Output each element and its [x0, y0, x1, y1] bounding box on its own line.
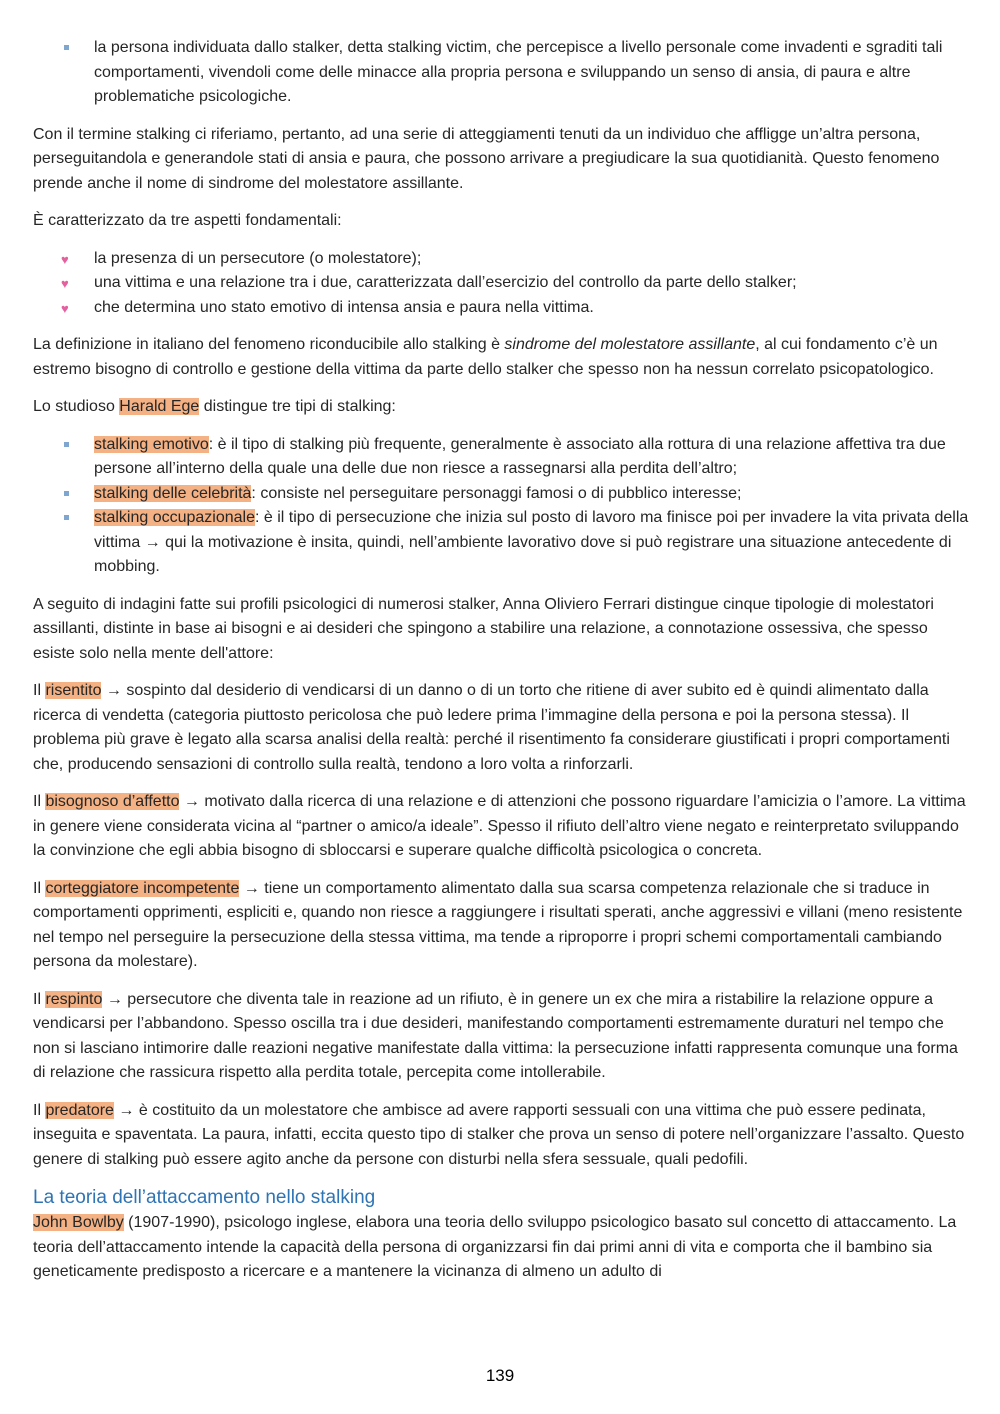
heart-icon: ♥ [61, 300, 69, 316]
paragraph-profile-risentito: Il risentito → sospinto dal desiderio di vendicarsi di un danno o di un torto che ritiene di aver subito ed è quindi alimentato dalla ricerca di vendetta (categoria piuttosto pericolosa che può ledere prima l’immagine della persona e poi la persona stessa). Il problema più grave è legato alla scarsa analisi della realtà: perché il risentimento fa considerare giustificati i propri comportamenti che, producendo sensazioni di controllo sulla realtà, tendono a loro volta a rinforzarli. [33, 682, 950, 773]
paragraph-italian-definition: La definizione in italiano del fenomeno riconducibile allo stalking è sindrome del molestatore assillante, al cui fondamento c’è un estremo bisogno di controllo e gestione della vittima da parte dello stalker che spesso non ha nessun correlato psicopatologico. [33, 336, 938, 378]
paragraph-ege-intro: Lo studioso Harald Ege distingue tre tipi di stalking: [33, 398, 396, 415]
highlighted-term: stalking emotivo [94, 435, 209, 453]
document-page [33, 36, 969, 1298]
highlighted-term: respinto [45, 990, 103, 1008]
list-item: stalking emotivo: è il tipo di stalking più frequente, generalmente è associato alla rottura di una relazione affettiva tra due persone all’interno della quale una delle due non riesce a rassegnarsi alla perdita dell’altro; [33, 433, 969, 482]
stalking-types-list [33, 433, 969, 580]
list-item: ♥ che determina uno stato emotivo di intensa ansia e paura nella vittima. [33, 296, 969, 321]
paragraph-bowlby: John Bowlby (1907-1990), psicologo inglese, elabora una teoria dello sviluppo psicologico basato sul concetto di attaccamento. La teoria dell’attaccamento intende la capacità della persona di organizzarsi fin dai primi anni di vita e comporta che il bambino sia geneticamente predisposto a ricercare e a mantenere la vicinanza di almeno un adulto di [33, 1214, 957, 1280]
highlighted-term: risentito [45, 682, 102, 699]
list-item: ♥ una vittima e una relazione tra i due, caratterizzata dall’esercizio del controllo da parte dello stalker; [33, 271, 969, 296]
highlighted-term: Harald Ege [119, 398, 200, 415]
paragraph-stalking-definition: Con il termine stalking ci riferiamo, pertanto, ad una serie di atteggiamenti tenuti da un individuo che affligge un’altra persona, perseguitandola e generandole stati di ansia e paura, che possono arrivare a pregiudicare la sua quotidianità. Questo fenomeno prende anche il nome di sindrome del molestatore assillante. [33, 125, 940, 192]
italic-term: sindrome del molestatore assillante [504, 336, 756, 353]
highlighted-term: stalking occupazionale [94, 509, 255, 526]
heart-icon: ♥ [61, 251, 69, 267]
highlighted-term: stalking delle celebrità [94, 484, 252, 502]
list-item [33, 36, 969, 110]
intro-bullet-list [33, 36, 969, 110]
list-item: stalking occupazionale: è il tipo di persecuzione che inizia sul posto di lavoro ma finisce poi per invadere la vita privata della vittima → qui la motivazione è insita, quindi, nell’ambiente lavorativo dove si può registrare una situazione antecedente di mobbing. [33, 506, 969, 580]
list-item: ♥ la presenza di un persecutore (o molestatore); [33, 247, 969, 272]
highlighted-term: John Bowlby [33, 1214, 124, 1231]
intro-bullet-text: la persona individuata dallo stalker, detta stalking victim, che percepisce a livello personale come invadenti e sgraditi tali comportamenti, vivendoli come delle minacce alla propria persona e sviluppando un senso di ansia, di paura e altre problematiche psicologiche. [94, 39, 943, 105]
paragraph-aspects-intro: È caratterizzato da tre aspetti fondamentali: [33, 212, 342, 229]
section-heading: La teoria dell’attaccamento nello stalking [33, 1187, 376, 1208]
list-item: stalking delle celebrità: consiste nel perseguitare personaggi famosi o di pubblico interesse; [33, 482, 969, 507]
page-number: 139 [485, 1366, 515, 1385]
paragraph-profile-bisognoso: Il bisognoso d’affetto → motivato dalla ricerca di una relazione e di attenzioni che possono riguardare l’amicizia o l’amore. La vittima in genere viene considerata vicina al “partner o amico/a ideale”. Spesso il rifiuto dell’altro viene negato e reinterpretato sviluppando la convinzione che egli abbia bisogno di sbloccarsi e superare qualche difficoltà psicologica o concreta. [33, 793, 966, 859]
highlighted-term: predatore [45, 1101, 114, 1119]
highlighted-term: corteggiatore incompetente [45, 879, 240, 897]
paragraph-ferrari-intro: A seguito di indagini fatte sui profili psicologici di numerosi stalker, Anna Oliviero Ferrari distingue cinque tipologie di molestatori assillanti, distinte in base ai bisogni e ai desideri che spingono a stabilire una relazione, a connotazione ossessiva, che spesso esiste solo nella mente dell'attore: [33, 595, 934, 662]
paragraph-profile-predatore: Il predatore → è costituito da un molestatore che ambisce ad avere rapporti sessuali con una vittima che può essere pedinata, inseguita e spaventata. La paura, infatti, eccita questo tipo di stalker che prova un senso di potere nell’organizzare l’assalto. Questo genere di stalking può essere agito anche da persone con disturbi nella sfera sessuale, quali pedofili. [33, 1101, 965, 1168]
heart-icon: ♥ [61, 276, 69, 291]
paragraph-profile-corteggiatore: Il corteggiatore incompetente → tiene un comportamento alimentato dalla sua scarsa competenza relazionale che si traduce in comportamenti opprimenti, espliciti e, quando non riesce a raggiungere i risultati sperati, anche aggressivi e villani (meno resistente nel tempo nel perseguire la persecuzione della stessa vittima, ma tende a riproporre i propri schemi comportamentali cambiando persona da molestare). [33, 879, 963, 970]
aspects-list [33, 247, 969, 321]
highlighted-term: bisognoso d’affetto [45, 793, 180, 810]
paragraph-profile-respinto: Il respinto → persecutore che diventa tale in reazione ad un rifiuto, è in genere un ex che mira a ristabilire la relazione oppure a vendicarsi per l’abbandono. Spesso oscilla tra i due desideri, manifestando comportamenti estremamente duraturi nel tempo che non si lasciano intimorire dalle reazioni negative manifestate dalla vittima: la persecuzione infatti rappresenta comunque una forma di relazione che rassicura rispetto alla perdita totale, percepita come intollerabile. [33, 990, 958, 1081]
